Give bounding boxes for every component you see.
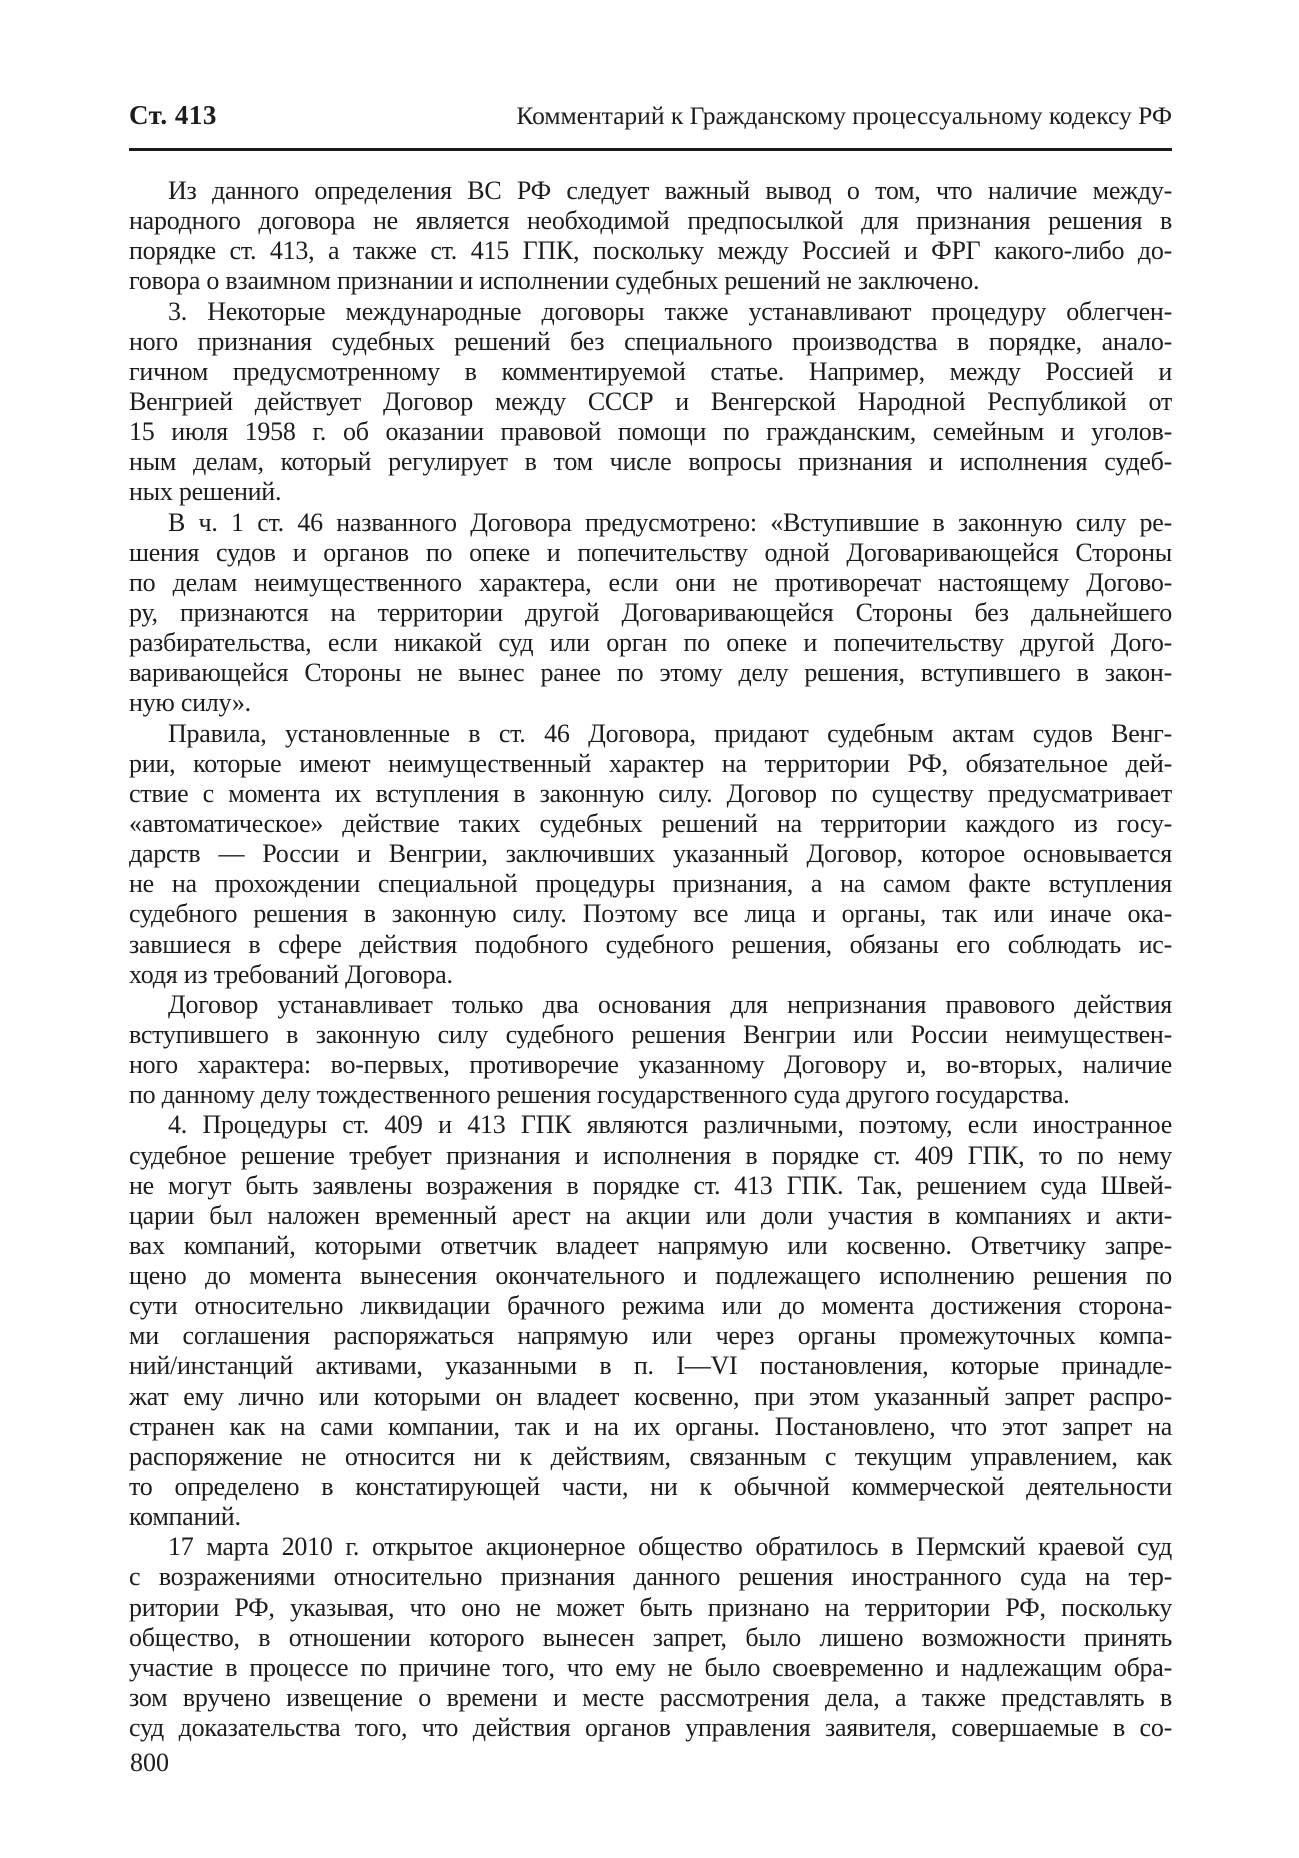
text-line: щено до момента вынесения окончательного и подлежащего исполнению решения по — [129, 1261, 1172, 1291]
text-line: царии был наложен временный арест на акции или доли участия в компаниях и акти- — [129, 1200, 1172, 1230]
text-line: по делам неимущественного характера, если они не противоречат настоящему Догово- — [129, 567, 1172, 597]
text-line: 15 июля 1958 г. об оказании правовой помощи по гражданским, семейным и уголов- — [129, 417, 1172, 447]
text-line: вступившего в законную силу судебного решения Венгрии или России неимуществен- — [129, 1019, 1172, 1049]
text-line: то определено в констатирующей части, ни к обычной коммерческой деятельности — [129, 1472, 1172, 1502]
text-line: народного договора не является необходимой предпосылкой для признания решения в — [129, 206, 1172, 236]
text-line: компаний. — [129, 1502, 241, 1532]
text-line: Договор устанавливает только два основания для непризнания правового действия — [168, 989, 1172, 1019]
text-line: не на прохождении специальной процедуры признания, а на самом факте вступления — [129, 869, 1172, 899]
text-line: варивающейся Стороны не вынес ранее по этому делу решения, вступившего в закон- — [129, 658, 1172, 688]
text-line: ных решений. — [129, 477, 282, 507]
paragraph — [129, 1532, 1172, 1743]
text-line: ритории РФ, указывая, что оно не может быть признано на территории РФ, поскольку — [129, 1592, 1172, 1622]
text-line: говора о взаимном признании и исполнении судебных решений не заключено. — [129, 266, 980, 296]
text-line: 4. Процедуры ст. 409 и 413 ГПК являются различными, поэтому, если иностранное — [168, 1110, 1172, 1140]
paragraph — [129, 719, 1172, 990]
text-line: ми соглашения распоряжаться напрямую или через органы промежуточных компа- — [129, 1321, 1172, 1351]
text-line: ний/инстанций активами, указанными в п. I—VI постановления, которые принадле- — [129, 1351, 1172, 1381]
paragraph — [129, 1110, 1172, 1532]
text-line: Венгрией действует Договор между СССР и Венгерской Народной Республикой от — [129, 386, 1172, 416]
running-title: Комментарий к Гражданскому процессуальному кодексу РФ — [516, 101, 1172, 130]
text-line: общество, в отношении которого вынесен запрет, было лишено возможности принять — [129, 1622, 1172, 1652]
article-number: Ст. 413 — [129, 100, 217, 130]
text-line: Правила, установленные в ст. 46 Договора, придают судебным актам судов Венг- — [168, 718, 1172, 748]
text-line: В ч. 1 ст. 46 названного Договора предусмотрено: «Вступившие в законную силу ре- — [168, 507, 1172, 537]
text-line: ным делам, который регулирует в том числе вопросы признания и исполнения судеб- — [129, 447, 1172, 477]
text-line: разбирательства, если никакой суд или орган по опеке и попечительству другой Дого- — [129, 628, 1172, 658]
page-number: 800 — [130, 1748, 169, 1777]
text-line: Из данного определения ВС РФ следует важный вывод о том, что наличие между- — [168, 176, 1172, 205]
header-rule — [129, 148, 1172, 151]
text-line: ходя из требований Договора. — [129, 959, 453, 989]
text-line: 3. Некоторые международные договоры также устанавливают процедуру облегчен- — [168, 296, 1172, 326]
text-line: ру, признаются на территории другой Договаривающейся Стороны без дальнейшего — [129, 597, 1172, 627]
text-line: распоряжение не относится ни к действиям, связанным с текущим управлением, как — [129, 1441, 1172, 1471]
text-line: завшиеся в сфере действия подобного судебного решения, обязаны его соблюдать ис- — [129, 929, 1172, 959]
text-line: не могут быть заявлены возражения в порядке ст. 413 ГПК. Так, решением суда Швей- — [129, 1170, 1172, 1200]
text-line: жат ему лично или которыми он владеет косвенно, при этом указанный запрет распро- — [129, 1381, 1172, 1411]
paragraph — [129, 990, 1172, 1111]
text-line: дарств — России и Венгрии, заключивших указанный Договор, которое основывается — [129, 839, 1172, 869]
paragraph — [129, 297, 1172, 508]
text-line: судебного решения в законную силу. Поэтому все лица и органы, так или иначе ока- — [129, 899, 1172, 929]
text-line: странен как на сами компании, так и на их органы. Постановлено, что этот запрет на — [129, 1411, 1172, 1441]
text-line: порядке ст. 413, а также ст. 415 ГПК, поскольку между Россией и ФРГ какого-либо до- — [129, 236, 1172, 266]
text-line: с возражениями относительно признания данного решения иностранного суда на тер- — [129, 1562, 1172, 1592]
text-line: гичном предусмотренному в комментируемой статье. Например, между Россией и — [129, 356, 1172, 386]
page-header — [129, 100, 1172, 131]
text-line: суд доказательства того, что действия органов управления заявителя, совершаемые в со- — [129, 1713, 1172, 1743]
text-line: ного характера: во-первых, противоречие указанному Договору и, во-вторых, наличие — [129, 1050, 1172, 1080]
text-line: ного признания судебных решений без специального производства в порядке, анало- — [129, 326, 1172, 356]
text-line: рии, которые имеют неимущественный характер на территории РФ, обязательное дей- — [129, 748, 1172, 778]
paragraph — [129, 508, 1172, 719]
text-line: сути относительно ликвидации брачного режима или до момента достижения сторона- — [129, 1291, 1172, 1321]
text-line: судебное решение требует признания и исполнения в порядке ст. 409 ГПК, то по нему — [129, 1140, 1172, 1170]
text-line: «автоматическое» действие таких судебных решений на территории каждого из госу- — [129, 808, 1172, 838]
text-line: 17 марта 2010 г. открытое акционерное общество обратилось в Пермский краевой суд — [168, 1532, 1172, 1562]
text-line: зом вручено извещение о времени и месте рассмотрения дела, а также представлять в — [129, 1683, 1172, 1713]
text-line: шения судов и органов по опеке и попечительству одной Договаривающейся Стороны — [129, 537, 1172, 567]
text-line: вах компаний, которыми ответчик владеет напрямую или косвенно. Ответчику запре- — [129, 1230, 1172, 1260]
text-line: по данному делу тождественного решения государственного суда другого государства. — [129, 1080, 1070, 1110]
body-text — [129, 176, 1172, 1743]
text-line: участие в процессе по причине того, что ему не было своевременно и надлежащим обра- — [129, 1652, 1172, 1682]
text-line: ствие с момента их вступления в законную силу. Договор по существу предусматривает — [129, 778, 1172, 808]
text-line: ную силу». — [129, 688, 251, 718]
paragraph — [129, 176, 1172, 297]
